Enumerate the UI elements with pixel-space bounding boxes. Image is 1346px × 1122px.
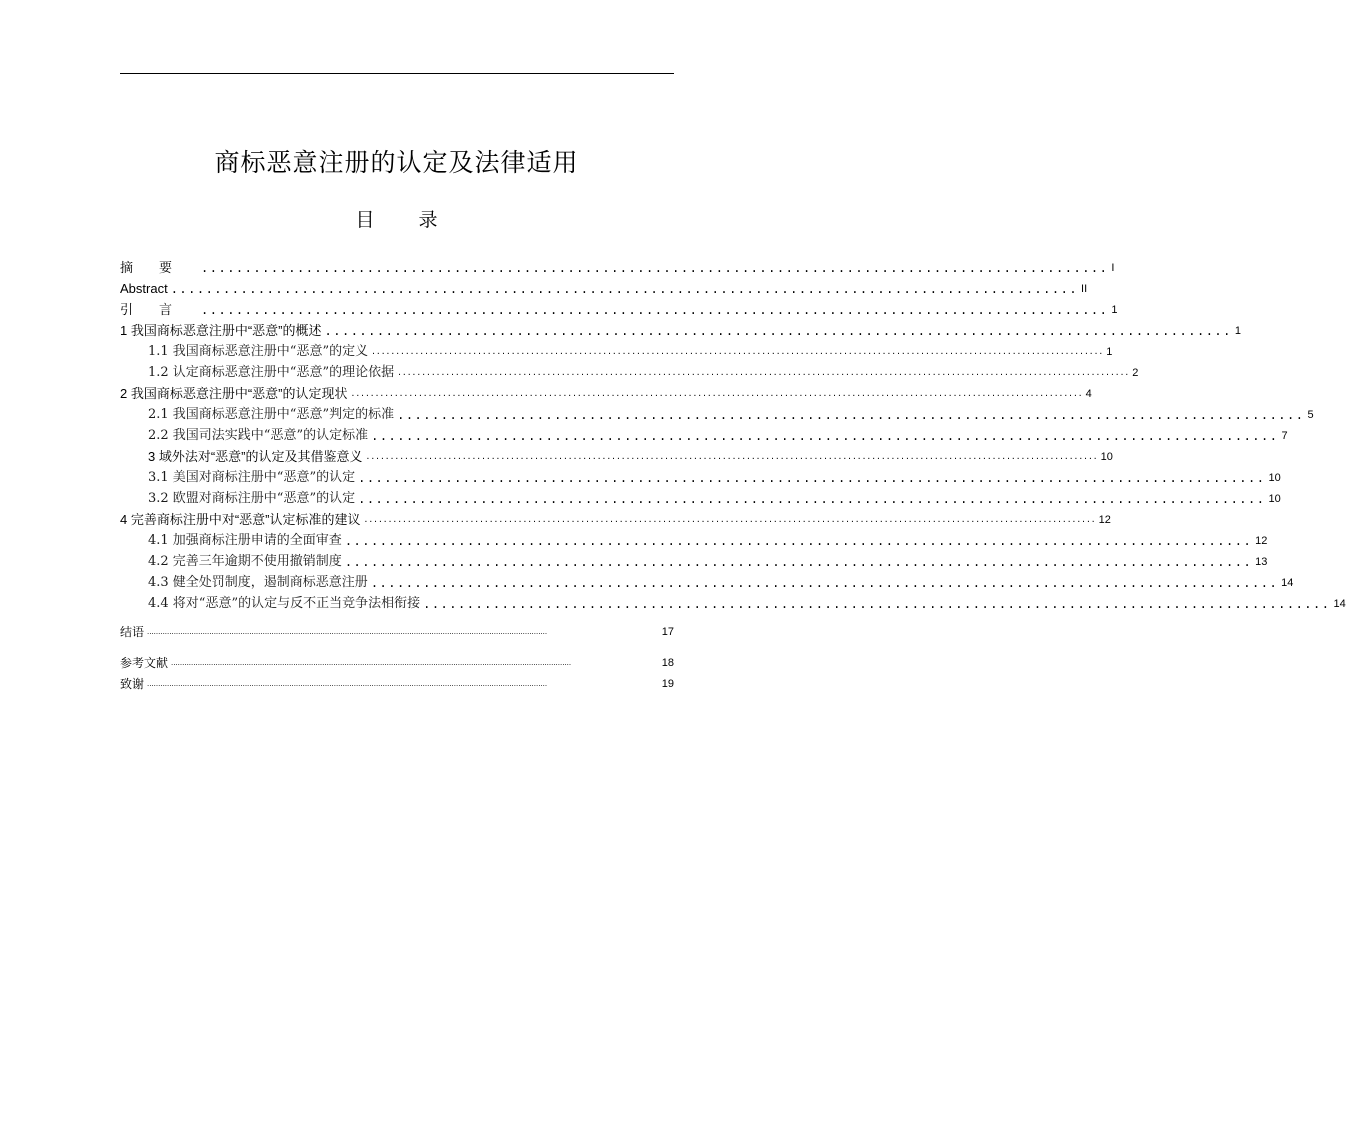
toc-leader: ........................................................................................................ (358, 492, 1266, 506)
toc-leader: ........................................................................................................................................................ (371, 347, 1104, 356)
toc-entry-label: 引言 (120, 302, 199, 317)
toc-entry-label: 4.3 健全处罚制度，遏制商标恶意注册 (148, 575, 368, 590)
toc-page-number: 18 (661, 657, 674, 669)
toc-entry-introduction[interactable] (120, 301, 1118, 319)
toc-entry-1-1[interactable] (148, 343, 1113, 361)
toc-heading-right: 录 (418, 209, 438, 231)
toc-page-number: 1 (1234, 325, 1241, 337)
toc-entry-label: 参考文献 (120, 656, 169, 670)
toc-page-number: 12 (1255, 535, 1268, 547)
toc-entry-label: 3.2 欧盟对商标注册中“恶意”的认定 (148, 491, 356, 506)
toc-page-number: 4 (1085, 388, 1092, 400)
toc-entry-references[interactable] (120, 654, 674, 672)
toc-entry-chapter-1[interactable] (120, 322, 1241, 340)
toc-leader: .................................................................................................................................................................................... (147, 627, 548, 636)
toc-leader: ........................................................................................................ (201, 303, 1109, 317)
toc-leader: ........................................................................................................ (324, 324, 1232, 338)
toc-entry-label: 1 我国商标恶意注册中“恶意”的概述 (120, 323, 322, 338)
toc-page-number: 1 (1106, 346, 1113, 358)
toc-page-number: 10 (1268, 493, 1281, 505)
toc-entry-4-1[interactable] (148, 532, 1268, 550)
toc-entry-abstract-cn[interactable] (120, 259, 1115, 277)
toc-page-number: 7 (1281, 430, 1288, 442)
toc-page-number: 5 (1307, 409, 1314, 421)
toc-entry-label: 4 完善商标注册中对“恶意”认定标准的建议 (120, 512, 361, 527)
toc-leader: ........................................................................................................................................................ (363, 515, 1096, 524)
toc-entry-label: 结语 (120, 625, 145, 639)
toc-entry-label: 摘要 (120, 260, 199, 275)
toc-entry-2-1[interactable] (148, 406, 1314, 424)
toc-entry-label: Abstract (120, 281, 168, 296)
toc-leader: ........................................................................................................ (358, 471, 1266, 485)
toc-entry-label: 1.1 我国商标恶意注册中“恶意”的定义 (148, 344, 369, 359)
toc-entry-label: 3.1 美国对商标注册中“恶意”的认定 (148, 470, 356, 485)
toc-entry-label: 2.1 我国商标恶意注册中“恶意”判定的标准 (148, 407, 395, 422)
toc-entry-4-4[interactable] (148, 595, 1346, 613)
toc-page-number: 2 (1132, 367, 1139, 379)
toc-entry-label: 4.1 加强商标注册申请的全面审查 (148, 533, 342, 548)
toc-entry-label: 1.2 认定商标恶意注册中“恶意”的理论依据 (148, 365, 395, 380)
toc-page-number: 1 (1111, 304, 1118, 316)
toc-entry-3-1[interactable] (148, 469, 1281, 487)
toc-entry-label: 3 域外法对“恶意”的认定及其借鉴意义 (148, 449, 363, 464)
toc-entry-acknowledgements[interactable] (120, 675, 674, 693)
toc-entry-abstract-en[interactable] (120, 280, 1088, 298)
toc-entry-label: 2.2 我国司法实践中“恶意”的认定标准 (148, 428, 369, 443)
toc-entry-label: 4.4 将对“恶意”的认定与反不正当竞争法相衔接 (148, 596, 421, 611)
toc-page-number: 13 (1255, 556, 1268, 568)
toc-page-number: 10 (1268, 472, 1281, 484)
toc-leader: ........................................................................................................ (344, 555, 1253, 569)
toc-entry-label: 2 我国商标恶意注册中“恶意”的认定现状 (120, 386, 348, 401)
toc-heading (0, 205, 793, 232)
toc-page-number: 17 (661, 626, 674, 638)
toc-page-number: 19 (661, 678, 674, 690)
document-title: 商标恶意注册的认定及法律适用 (214, 148, 579, 177)
toc-page-number: II (1081, 283, 1088, 295)
toc-leader: ........................................................................................................ (423, 597, 1331, 611)
toc-page-number: 14 (1333, 598, 1346, 610)
toc-page-number: 12 (1098, 514, 1111, 526)
toc-entry-chapter-4[interactable] (120, 511, 1111, 529)
toc-leader: ........................................................................................................ (370, 576, 1279, 590)
toc-page-number: 10 (1100, 451, 1113, 463)
toc-leader: ........................................................................................................................................................ (365, 452, 1098, 461)
toc-leader: ........................................................................................................ (371, 429, 1279, 443)
toc-entry-chapter-3[interactable] (148, 448, 1113, 466)
header-rule (120, 73, 674, 74)
toc-entry-2-2[interactable] (148, 427, 1288, 445)
toc-leader: .................................................................................................................................................................................... (171, 658, 572, 667)
toc-leader: ........................................................................................................ (201, 261, 1109, 275)
toc-leader: .................................................................................................................................................................................... (147, 679, 548, 688)
toc-entry-4-2[interactable] (148, 553, 1268, 571)
toc-leader: ........................................................................................................ (397, 408, 1305, 422)
toc-leader: ........................................................................................................................................................ (350, 389, 1083, 398)
toc-entry-label: 致谢 (120, 677, 145, 691)
toc-heading-left: 目 (355, 209, 375, 231)
toc-leader: ........................................................................................................................................................ (397, 368, 1130, 377)
toc-entry-1-2[interactable] (148, 364, 1139, 382)
toc-entry-label: 4.2 完善三年逾期不使用撤销制度 (148, 554, 342, 569)
toc-leader: ........................................................................................................ (344, 534, 1253, 548)
toc-page-number: I (1111, 262, 1115, 274)
toc-entry-chapter-2[interactable] (120, 385, 1092, 403)
toc-page-number: 14 (1281, 577, 1294, 589)
toc-leader: ........................................................................................................ (170, 282, 1079, 296)
toc-entry-4-3[interactable] (148, 574, 1294, 592)
toc-entry-conclusion[interactable] (120, 623, 674, 641)
toc-entry-3-2[interactable] (148, 490, 1281, 508)
